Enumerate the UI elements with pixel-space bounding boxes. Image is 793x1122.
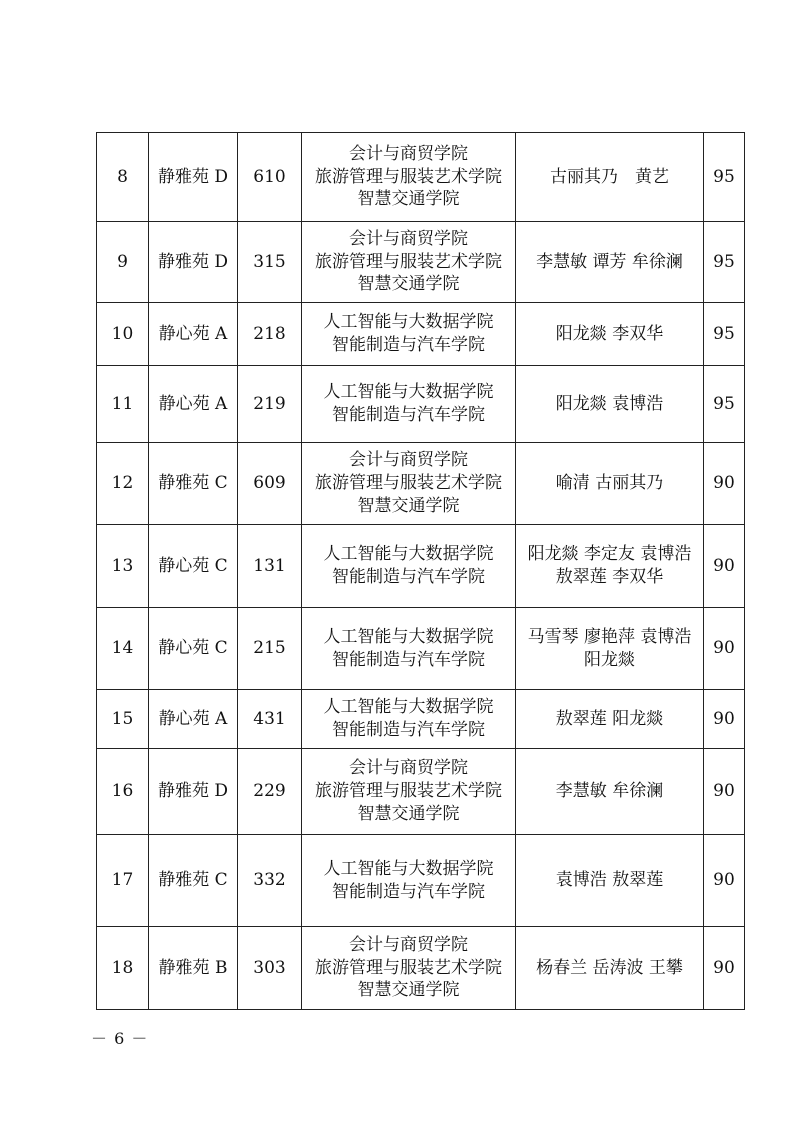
names-line: 敖翠莲 阳龙燚 <box>555 708 664 729</box>
college-line: 会计与商贸学院 <box>349 758 468 779</box>
college-cell <box>302 749 516 835</box>
names-line: 古丽其乃 黄艺 <box>550 166 669 187</box>
college-line: 智慧交通学院 <box>357 274 460 295</box>
table-row <box>97 749 745 835</box>
table-row <box>97 303 745 366</box>
names-cell <box>516 835 704 927</box>
table-row <box>97 525 745 608</box>
names-line: 敖翠莲 李双华 <box>555 567 664 587</box>
table-row <box>97 366 745 443</box>
building-cell: 静心苑 A <box>149 303 238 366</box>
room-cell: 609 <box>238 443 302 525</box>
college-cell <box>302 835 516 927</box>
score-cell: 90 <box>704 525 745 608</box>
college-cell <box>302 222 516 303</box>
building-cell: 静心苑 A <box>149 690 238 749</box>
names-line: 阳龙燚 <box>584 649 635 670</box>
page-number: － 6 － <box>91 1029 149 1048</box>
table-row <box>97 927 745 1010</box>
room-cell: 131 <box>238 525 302 608</box>
college-line: 智慧交通学院 <box>357 495 460 516</box>
college-line: 智慧交通学院 <box>357 189 460 210</box>
college-line: 智能制造与汽车学院 <box>332 335 485 355</box>
college-line: 旅游管理与服装艺术学院 <box>315 251 502 272</box>
room-cell: 431 <box>238 690 302 749</box>
room-cell: 218 <box>238 303 302 366</box>
building-cell: 静心苑 A <box>149 366 238 443</box>
names-cell <box>516 303 704 366</box>
row-number: 18 <box>97 927 149 1010</box>
names-cell <box>516 133 704 222</box>
building-cell: 静雅苑 D <box>149 222 238 303</box>
score-cell: 90 <box>704 835 745 927</box>
room-cell: 610 <box>238 133 302 222</box>
names-cell <box>516 525 704 608</box>
score-cell: 90 <box>704 608 745 690</box>
building-cell: 静雅苑 B <box>149 927 238 1010</box>
score-cell: 95 <box>704 222 745 303</box>
row-number: 8 <box>97 133 149 222</box>
college-cell <box>302 443 516 525</box>
row-number: 11 <box>97 366 149 443</box>
room-cell: 332 <box>238 835 302 927</box>
college-line: 会计与商贸学院 <box>349 143 468 164</box>
college-line: 智能制造与汽车学院 <box>332 649 485 670</box>
college-line: 智能制造与汽车学院 <box>332 881 485 902</box>
names-cell <box>516 443 704 525</box>
score-cell: 95 <box>704 133 745 222</box>
table-row <box>97 443 745 525</box>
college-line: 智慧交通学院 <box>357 803 460 824</box>
names-line: 阳龙燚 李定友 袁博浩 <box>527 544 692 565</box>
college-cell <box>302 927 516 1010</box>
names-cell <box>516 690 704 749</box>
college-cell <box>302 366 516 443</box>
row-number: 10 <box>97 303 149 366</box>
college-cell <box>302 303 516 366</box>
college-line: 旅游管理与服装艺术学院 <box>315 166 502 187</box>
college-line: 人工智能与大数据学院 <box>323 626 494 647</box>
room-cell: 215 <box>238 608 302 690</box>
college-line: 人工智能与大数据学院 <box>323 858 494 879</box>
table-row <box>97 835 745 927</box>
college-line: 旅游管理与服装艺术学院 <box>315 473 502 494</box>
row-number: 14 <box>97 608 149 690</box>
names-line: 李慧敏 牟徐澜 <box>555 781 664 802</box>
table-row <box>97 608 745 690</box>
score-cell: 90 <box>704 927 745 1010</box>
college-line: 旅游管理与服装艺术学院 <box>315 781 502 802</box>
college-line: 会计与商贸学院 <box>349 228 468 249</box>
room-cell: 303 <box>238 927 302 1010</box>
room-cell: 229 <box>238 749 302 835</box>
dormitory-ranking-table <box>96 132 745 1010</box>
building-cell: 静心苑 C <box>149 525 238 608</box>
college-cell <box>302 133 516 222</box>
table-row <box>97 690 745 749</box>
college-cell <box>302 608 516 690</box>
college-line: 智能制造与汽车学院 <box>332 567 485 587</box>
names-cell <box>516 927 704 1010</box>
names-cell <box>516 366 704 443</box>
college-line: 人工智能与大数据学院 <box>323 312 494 333</box>
score-cell: 95 <box>704 366 745 443</box>
score-cell: 90 <box>704 443 745 525</box>
college-cell <box>302 690 516 749</box>
names-line: 阳龙燚 袁博浩 <box>555 393 664 414</box>
building-cell: 静雅苑 C <box>149 835 238 927</box>
row-number: 15 <box>97 690 149 749</box>
names-line: 杨春兰 岳涛波 王攀 <box>536 957 683 978</box>
names-cell <box>516 222 704 303</box>
names-line: 袁博浩 敖翠莲 <box>555 870 664 891</box>
college-line: 智能制造与汽车学院 <box>332 405 485 425</box>
row-number: 16 <box>97 749 149 835</box>
college-line: 会计与商贸学院 <box>349 450 468 471</box>
college-cell <box>302 525 516 608</box>
room-cell: 315 <box>238 222 302 303</box>
score-cell: 90 <box>704 749 745 835</box>
names-line: 喻清 古丽其乃 <box>555 473 664 494</box>
college-line: 人工智能与大数据学院 <box>323 544 494 565</box>
college-line: 人工智能与大数据学院 <box>323 697 494 718</box>
score-cell: 90 <box>704 690 745 749</box>
college-line: 会计与商贸学院 <box>349 934 468 955</box>
row-number: 13 <box>97 525 149 608</box>
table-row <box>97 222 745 303</box>
names-line: 李慧敏 谭芳 牟徐澜 <box>536 251 683 272</box>
college-line: 智慧交通学院 <box>357 980 460 1001</box>
room-cell: 219 <box>238 366 302 443</box>
building-cell: 静雅苑 D <box>149 749 238 835</box>
college-line: 智能制造与汽车学院 <box>332 720 485 740</box>
row-number: 12 <box>97 443 149 525</box>
college-line: 旅游管理与服装艺术学院 <box>315 957 502 978</box>
table-row <box>97 133 745 222</box>
building-cell: 静雅苑 D <box>149 133 238 222</box>
row-number: 9 <box>97 222 149 303</box>
college-line: 人工智能与大数据学院 <box>323 382 494 403</box>
building-cell: 静雅苑 C <box>149 443 238 525</box>
score-cell: 95 <box>704 303 745 366</box>
row-number: 17 <box>97 835 149 927</box>
names-cell <box>516 749 704 835</box>
names-cell <box>516 608 704 690</box>
names-line: 阳龙燚 李双华 <box>555 323 664 344</box>
building-cell: 静心苑 C <box>149 608 238 690</box>
names-line: 马雪琴 廖艳萍 袁博浩 <box>527 626 692 647</box>
